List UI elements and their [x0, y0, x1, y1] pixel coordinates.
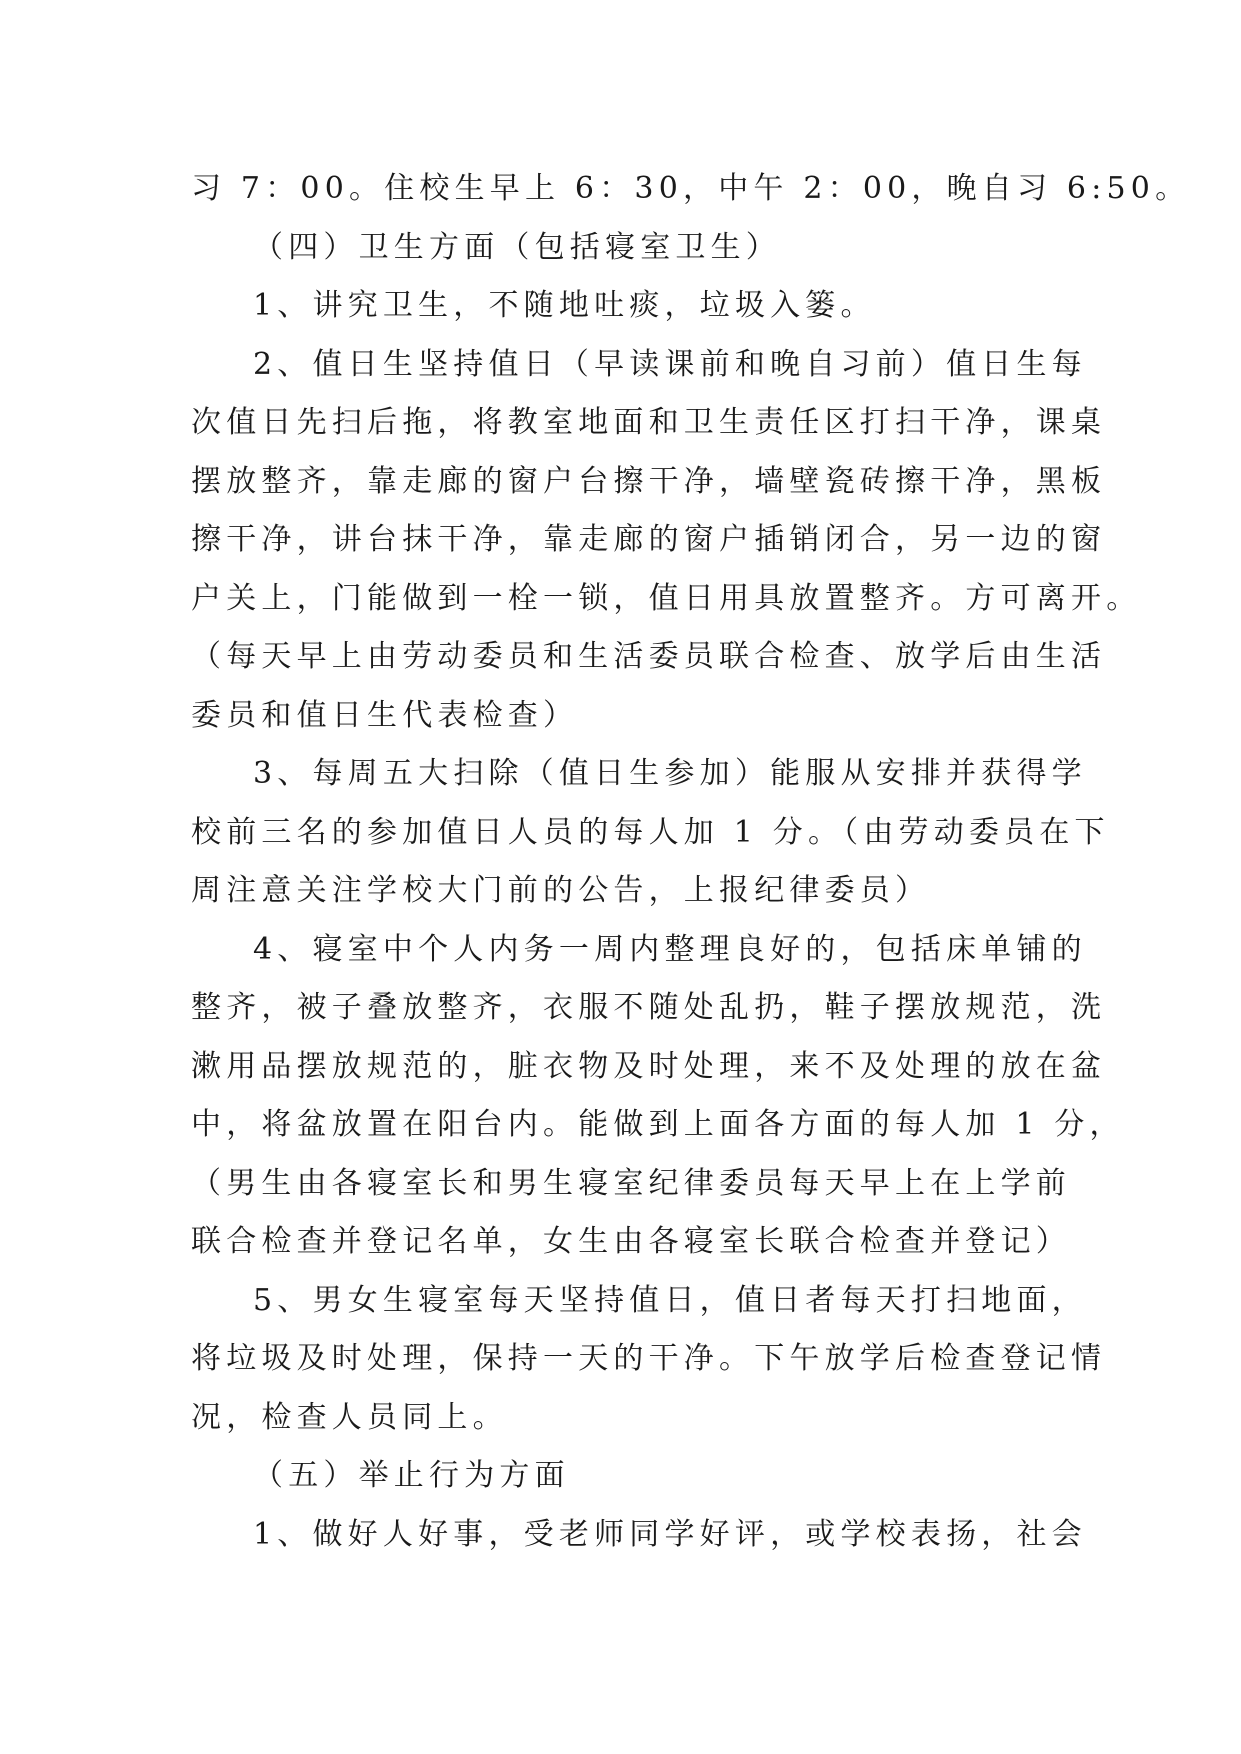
text-line: 擦干净，讲台抹干净，靠走廊的窗户插销闭合，另一边的窗 — [191, 522, 1107, 557]
text-line: 将垃圾及时处理，保持一天的干净。下午放学后检查登记情 — [191, 1341, 1107, 1376]
section-heading: （五）举止行为方面 — [253, 1458, 570, 1493]
text-line: 5、男女生寝室每天坚持值日，值日者每天打扫地面， — [253, 1282, 1087, 1318]
text-line: 1、做好人好事，受老师同学好评，或学校表扬，社会 — [253, 1516, 1087, 1552]
text-line: 户关上，门能做到一栓一锁，值日用具放置整齐。方可离开。 — [191, 580, 1142, 616]
text-line: 况，检查人员同上。 — [191, 1399, 508, 1435]
document-body — [191, 160, 1191, 1564]
text-line: 中，将盆放置在阳台内。能做到上面各方面的每人加 1 分， — [191, 1107, 1125, 1142]
text-line: 1、讲究卫生，不随地吐痰，垃圾入篓。 — [253, 288, 876, 323]
text-line: 习 7：00。住校生早上 6：30，中午 2：00，晚自习 6:50。 — [191, 171, 1191, 206]
section-heading: （四）卫生方面（包括寝室卫生） — [253, 229, 781, 265]
text-line: 周注意关注学校大门前的公告，上报纪律委员） — [191, 873, 931, 908]
text-line: 校前三名的参加值日人员的每人加 1 分。（由劳动委员在下 — [191, 814, 1110, 850]
text-line: 次值日先扫后拖，将教室地面和卫生责任区打扫干净，课桌 — [191, 405, 1107, 440]
text-line: （每天早上由劳动委员和生活委员联合检查、放学后由生活 — [191, 639, 1107, 674]
text-line: 整齐，被子叠放整齐，衣服不随处乱扔，鞋子摆放规范，洗 — [191, 990, 1107, 1025]
text-line: 漱用品摆放规范的，脏衣物及时处理，来不及处理的放在盆 — [191, 1048, 1107, 1084]
text-line: 联合检查并登记名单，女生由各寝室长联合检查并登记） — [191, 1224, 1071, 1259]
text-line: 2、值日生坚持值日（早读课前和晚自习前）值日生每 — [253, 346, 1087, 382]
text-line: 3、每周五大扫除（值日生参加）能服从安排并获得学 — [253, 756, 1087, 791]
text-line: 4、寝室中个人内务一周内整理良好的，包括床单铺的 — [253, 931, 1087, 967]
text-line: 摆放整齐，靠走廊的窗户台擦干净，墙壁瓷砖擦干净，黑板 — [191, 463, 1107, 499]
text-line: 委员和值日生代表检查） — [191, 697, 579, 733]
text-line: （男生由各寝室长和男生寝室纪律委员每天早上在上学前 — [191, 1165, 1071, 1201]
